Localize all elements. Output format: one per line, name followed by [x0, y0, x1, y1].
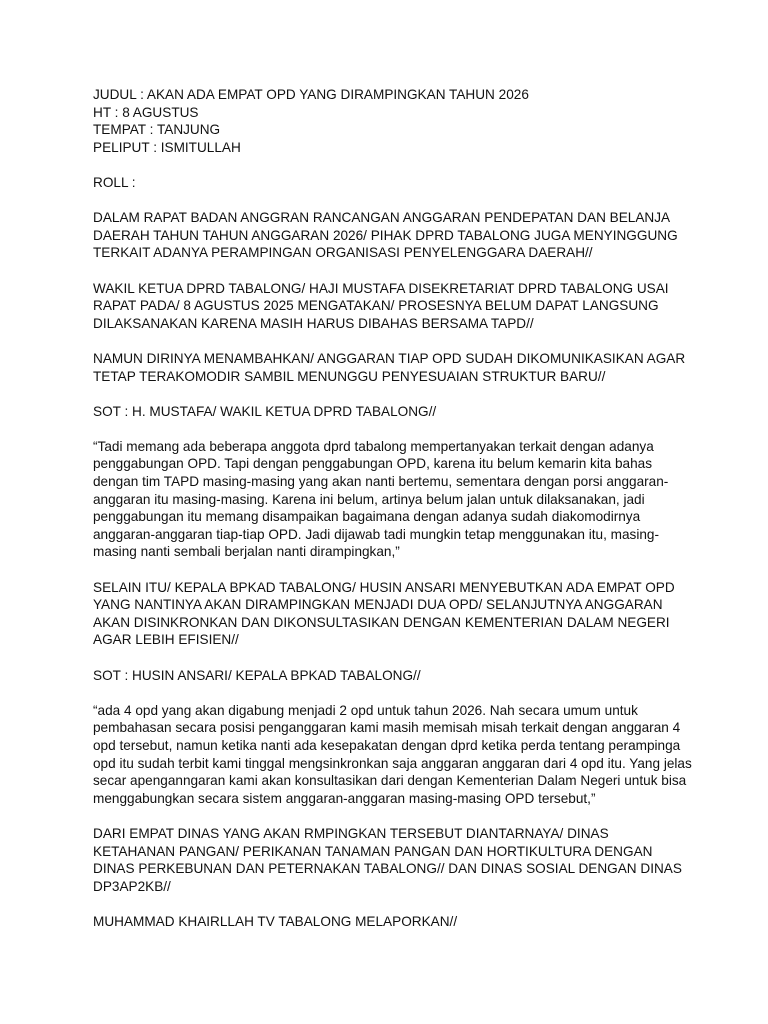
spacer: [93, 807, 693, 825]
spacer: [93, 262, 693, 280]
reporter-signoff: MUHAMMAD KHAIRLLAH TV TABALONG MELAPORKAN//: [93, 913, 458, 929]
spacer: [93, 332, 693, 350]
spacer: [93, 156, 693, 174]
spacer: [93, 420, 693, 438]
judul-line: JUDUL : AKAN ADA EMPAT OPD YANG DIRAMPINGKAN TAHUN 2026: [93, 87, 529, 102]
paragraph-empat-dinas: DARI EMPAT DINAS YANG AKAN RMPINGKAN TERSEBUT DIANTARNAYA/ DINAS KETAHANAN PANGAN/ PERIKANAN TANAMAN PANGAN DAN HORTIKULTURA DENGAN DINAS PERKEBUNAN DAN PETERNAKAN TABALONG// DAN DINAS SOSIAL DENGAN DINAS DP3AP2KB//: [93, 825, 682, 894]
tempat-line: TEMPAT : TANJUNG: [93, 122, 221, 138]
document-page: [93, 86, 693, 931]
spacer: [93, 649, 693, 667]
paragraph-wakil-ketua: WAKIL KETUA DPRD TABALONG/ HAJI MUSTAFA DISEKRETARIAT DPRD TABALONG USAI RAPAT PADA/ 8 AGUSTUS 2025 MENGATAKAN/ PROSESNYA BELUM DAPAT LANGSUNG DILAKSANAKAN KARENA MASIH HARUS DIBAHAS BERSAMA TAPD//: [93, 280, 669, 331]
quote-husin: “ada 4 opd yang akan digabung menjadi 2 opd untuk tahun 2026. Nah secara umum untuk pembahasan secara posisi penganggaran kami masih memisah misah terkait dengan anggaran 4 opd tersebut, namun ketika nanti ada kesepakatan dengan dprd ketika perda tentang perampinga opd itu sudah terbit kami tinggal mengsinkronkan saja anggaran anggaran dari 4 opd itu. Yang jelas secar apenganngaran kami akan konsultasikan dari dengan Kementerian Dalam Negeri untuk bisa menggabungkan secara sistem anggaran-anggaran masing-masing OPD tersebut,”: [93, 702, 692, 806]
sot-husin: SOT : HUSIN ANSARI/ KEPALA BPKAD TABALONG//: [93, 667, 421, 683]
spacer: [93, 385, 693, 403]
spacer: [93, 895, 693, 913]
spacer: [93, 684, 693, 702]
roll-label: ROLL :: [93, 174, 136, 190]
sot-mustafa: SOT : H. MUSTAFA/ WAKIL KETUA DPRD TABALONG//: [93, 403, 437, 419]
spacer: [93, 192, 693, 210]
quote-mustafa: “Tadi memang ada beberapa anggota dprd tabalong mempertanyakan terkait dengan adanya penggabungan OPD. Tapi dengan penggabungan OPD, karena itu belum kemarin kita bahas dengan tim TAPD masing-masing yang akan nanti bertemu, sementara dengan porsi anggaran-anggaran itu masing-masing. Karena ini belum, artinya belum jalan untuk dilaksanakan, jadi penggabungan itu memang disampaikan bagaimana dengan adanya sudah diakomodirnya anggaran-anggaran tiap-tiap OPD. Jadi dijawab tadi mungkin tetap menggunakan itu, masing-masing nanti sembali berjalan nanti dirampingkan,”: [93, 438, 669, 560]
spacer: [93, 561, 693, 579]
paragraph-bpkad: SELAIN ITU/ KEPALA BPKAD TABALONG/ HUSIN ANSARI MENYEBUTKAN ADA EMPAT OPD YANG NANTINYA AKAN DIRAMPINGKAN MENJADI DUA OPD/ SELANJUTNYA ANGGARAN AKAN DISINKRONKAN DAN DIKONSULTASIKAN DENGAN KEMENTERIAN DALAM NEGERI AGAR LEBIH EFISIEN//: [93, 579, 675, 648]
paragraph-anggaran-opd: NAMUN DIRINYA MENAMBAHKAN/ ANGGARAN TIAP OPD SUDAH DIKOMUNIKASIKAN AGAR TETAP TERAKOMODIR SAMBIL MENUNGGU PENYESUAIAN STRUKTUR BARU//: [93, 350, 686, 384]
paragraph-intro: DALAM RAPAT BADAN ANGGRAN RANCANGAN ANGGARAN PENDEPATAN DAN BELANJA DAERAH TAHUN TAHUN ANGGARAN 2026/ PIHAK DPRD TABALONG JUGA MENYINGGUNG TERKAIT ADANYA PERAMPINGAN ORGANISASI PENYELENGGARA DAERAH//: [93, 210, 678, 261]
peliput-line: PELIPUT : ISMITULLAH: [93, 139, 241, 155]
ht-line: HT : 8 AGUSTUS: [93, 104, 199, 120]
